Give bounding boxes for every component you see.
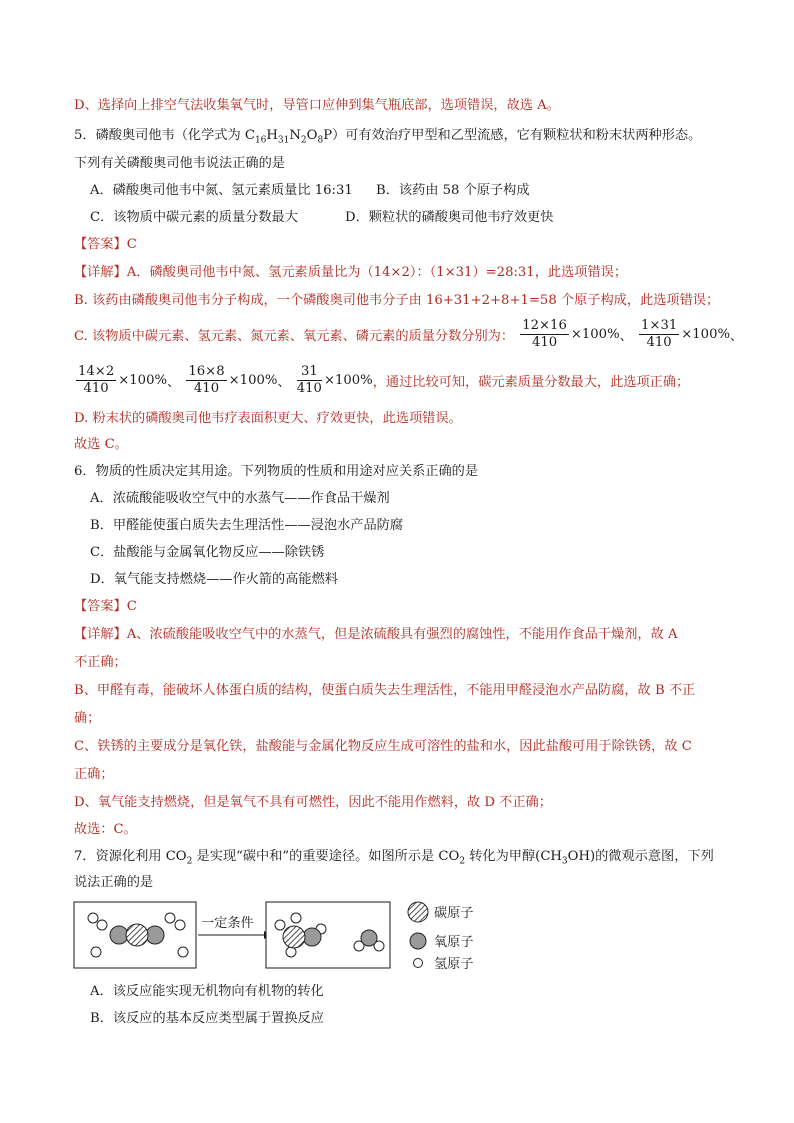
q5-answer: 【答案】C	[74, 237, 137, 252]
q6-option-c: C．盐酸能与金属氧化物反应——除铁锈	[90, 545, 325, 560]
oxygen-atom	[146, 926, 164, 944]
formula-element: C	[244, 128, 255, 143]
legend-hydrogen-label: 氢原子	[434, 957, 474, 972]
q5-detail-b: B. 该药由磷酸奥司他韦分子构成，一个磷酸奥司他韦分子由 16+31+2+8+1=58 个原子构成，此选项错误；	[74, 293, 720, 308]
carbon-atom	[126, 924, 148, 946]
oxygen-atom	[303, 928, 321, 946]
q5-option-c: C．该物质中碳元素的质量分数最大	[90, 210, 298, 225]
q5-conclusion: 故选 C。	[74, 437, 128, 452]
q6-conclusion: 故选：C。	[74, 822, 137, 837]
q5-detail-c-line1: C. 该物质中碳元素、氢元素、氮元素、氧元素、磷元素的质量分数分别为： $\frac{12\times 16}{410}$ ×100%、 $\frac{1\times 31}{410}$ ×100%、	[74, 318, 744, 350]
reaction-condition: 一定条件	[201, 916, 254, 931]
q6-detail-b-line2: 确；	[74, 711, 101, 726]
q6-detail-a-line2: 不正确；	[74, 655, 127, 670]
q6-detail-d: D、氧气能支持燃烧，但是氧气不具有可燃性，因此不能用作燃料，故 D 不正确；	[74, 795, 552, 810]
formula-subscript: 8	[317, 135, 324, 146]
q5-stem-line2: 下列有关磷酸奥司他韦说法正确的是	[74, 156, 285, 171]
formula-element: H	[266, 128, 278, 143]
q7-stem-line2: 说法正确的是	[74, 875, 154, 890]
hydrogen-atom	[178, 947, 188, 957]
hydrogen-atom	[88, 913, 98, 923]
q7-stem-line1: 7．资源化利用 $CO_2$ 是实现“碳中和”的重要途径。如图所示是 $CO_2$ 转化为甲醇$(CH_3OH)$的微观示意图，下列	[74, 849, 714, 867]
q5-detail-c-line2: $\frac{14\times 2}{410}$ ×100%、 $\frac{16\times 8}{410}$ ×100%、 $\frac{31}{410}$ ×100%，通过比较可知，碳元素质量分数最大，此选项正确；	[78, 364, 690, 396]
fraction-nitrogen: $\frac{14\times 2}{410}$	[78, 364, 115, 396]
fraction-hydrogen: $\frac{1\times 31}{410}$	[641, 318, 678, 350]
q5-detail-d: D. 粉末状的磷酸奥司他韦疗表面积更大、疗效更快，此选项错误。	[74, 411, 462, 426]
oxygen-atom	[361, 930, 377, 946]
hydrogen-atom	[291, 913, 301, 923]
formula-subscript: 16	[254, 135, 267, 146]
q6-option-b: B．甲醛能使蛋白质失去生理活性——浸泡水产品防腐	[90, 518, 404, 533]
hydrogen-atom	[175, 920, 185, 930]
q6-detail-a-line1: 【详解】A、浓硫酸能吸收空气中的水蒸气，但是浓硫酸具有强烈的腐蚀性，不能用作食品干燥剂，故 A	[74, 627, 678, 642]
hydrogen-atom	[286, 947, 296, 957]
formula-subscript: 2	[300, 135, 307, 146]
formula-element: P	[323, 128, 333, 143]
q6-stem: 6．物质的性质决定其用途。下列物质的性质和用途对应关系正确的是	[74, 464, 479, 479]
q4-explanation-d: D、选择向上排空气法收集氧气时，导管口应伸到集气瓶底部，选项错误，故选 A。	[74, 98, 560, 113]
q6-answer: 【答案】C	[74, 599, 137, 614]
oxygen-atom	[110, 926, 128, 944]
q5-option-a: A．磷酸奥司他韦中氮、氢元素质量比 16:31	[90, 183, 353, 198]
formula-subscript: 31	[277, 135, 290, 146]
fraction-phosphorus: $\frac{31}{410}$	[296, 364, 322, 396]
q6-detail-b-line1: B、甲醛有毒，能破坏人体蛋白质的结构，使蛋白质失去生理活性，不能用甲醛浸泡水产品防腐，故 B 不正	[74, 683, 696, 698]
legend-hydrogen-icon	[414, 959, 423, 968]
legend-carbon-label: 碳原子	[434, 906, 474, 921]
q7-option-a: A．该反应能实现无机物向有机物的转化	[90, 984, 324, 999]
q6-detail-c-line1: C、铁锈的主要成分是氧化铁，盐酸能与金属化物反应生成可溶性的盐和水，因此盐酸可用于除铁锈，故 C	[74, 739, 692, 754]
carbon-atom	[283, 926, 305, 948]
q6-option-a: A．浓硫酸能吸收空气中的水蒸气——作食品干燥剂	[90, 491, 390, 506]
q7-option-b: B．该反应的基本反应类型属于置换反应	[90, 1011, 324, 1026]
q5-option-d: D．颗粒状的磷酸奥司他韦疗效更快	[345, 210, 554, 225]
formula-element: N	[289, 128, 301, 143]
formula-element: O	[306, 128, 318, 143]
q5-detail-a: 【详解】A．磷酸奥司他韦中氮、氢元素质量比为（14×2）：（1×31）=28:31，此选项错误；	[74, 265, 628, 280]
hydrogen-atom	[275, 920, 285, 930]
hydrogen-atom	[91, 947, 101, 957]
q5-option-b: B．该药由 58 个原子构成	[376, 183, 530, 198]
q6-option-d: D．氧气能支持燃烧——作火箭的高能燃料	[90, 572, 338, 587]
legend-oxygen-icon	[410, 933, 426, 949]
fraction-oxygen: $\frac{16\times 8}{410}$	[188, 364, 225, 396]
q6-detail-c-line2: 正确；	[74, 767, 114, 782]
legend-carbon-icon	[408, 902, 428, 922]
q5-stem-line1: 5．磷酸奥司他韦（化学式为 $C_{16}H_{31}N_2O_8P$）可有效治疗甲型和乙型流感，它有颗粒状和粉末状两种形态。	[74, 128, 702, 146]
hydrogen-atom	[165, 913, 175, 923]
hydrogen-atom	[97, 920, 107, 930]
legend-oxygen-label: 氧原子	[434, 935, 474, 950]
fraction-carbon: $\frac{12\times 16}{410}$	[522, 318, 567, 350]
